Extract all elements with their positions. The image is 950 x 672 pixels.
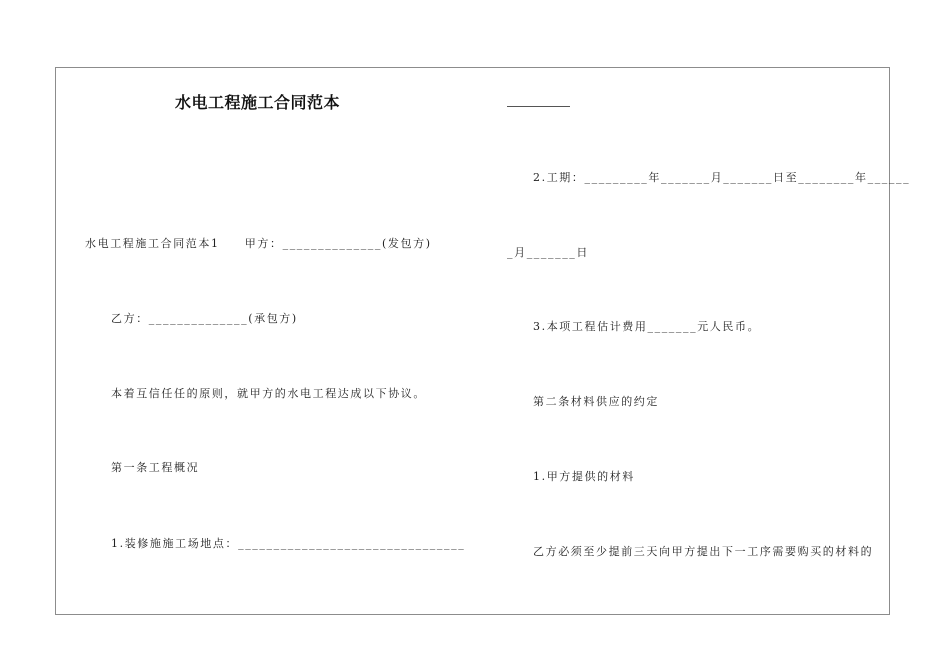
- estimated-cost-line: 3.本项工程估计费用_______元人民币。: [533, 320, 761, 333]
- materials-notice-line: 乙方必须至少提前三天向甲方提出下一工序需要购买的材料的: [533, 545, 874, 558]
- party-a-materials-line: 1.甲方提供的材料: [533, 470, 635, 483]
- document-page: [55, 67, 890, 615]
- duration-line-cont: _月_______日: [507, 246, 589, 259]
- article-1-heading: 第一条工程概况: [111, 461, 200, 474]
- contract-heading-party-a: 水电工程施工合同范本1 甲方：______________(发包方): [85, 237, 432, 250]
- site-location-line: 1.装修施施工场地点：________________________________: [111, 537, 466, 550]
- duration-line: 2.工期：_________年_______月_______日至________年______: [533, 171, 911, 184]
- document-title: 水电工程施工合同范本: [175, 93, 341, 112]
- party-b-line: 乙方：______________(承包方): [111, 312, 298, 325]
- agreement-intro: 本着互信任任的原则，就甲方的水电工程达成以下协议。: [111, 387, 426, 400]
- header-underline: [507, 106, 570, 107]
- article-2-heading: 第二条材料供应的约定: [533, 395, 659, 408]
